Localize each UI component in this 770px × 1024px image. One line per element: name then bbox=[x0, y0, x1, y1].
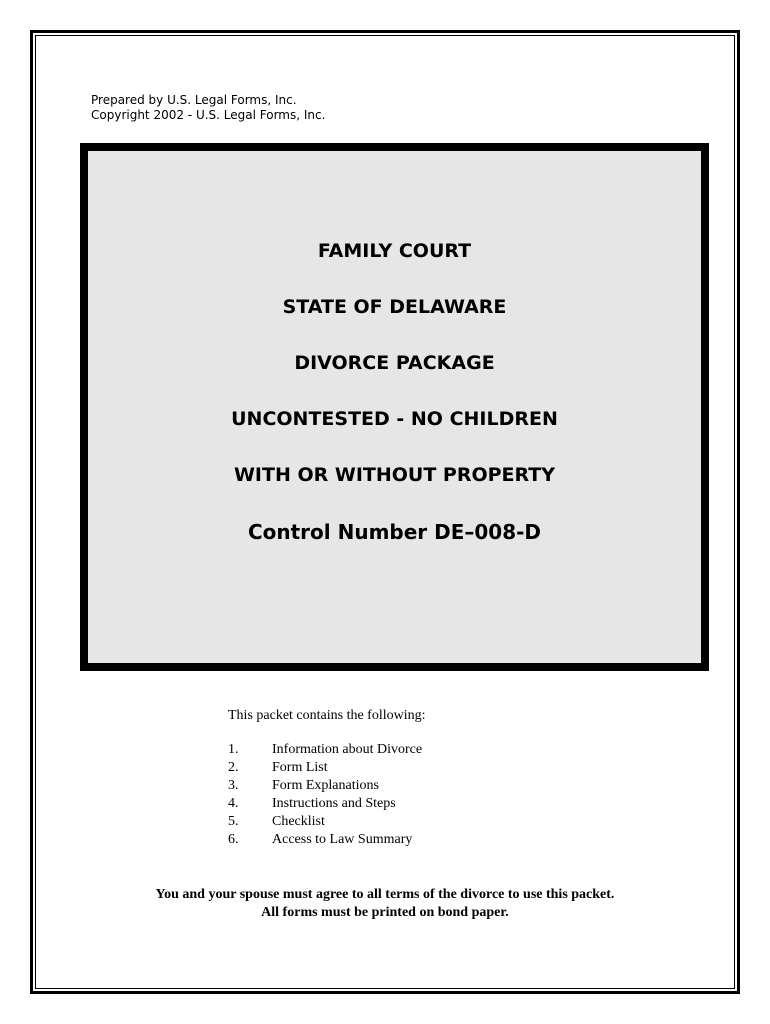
packet-intro: This packet contains the following: bbox=[228, 708, 426, 723]
title-box bbox=[80, 143, 709, 671]
list-item bbox=[228, 759, 426, 777]
packet-item-list bbox=[228, 741, 426, 849]
control-number: Control Number DE–008-D bbox=[247, 520, 542, 544]
property-scope: WITH OR WITHOUT PROPERTY bbox=[233, 464, 556, 486]
list-item-label: Access to Law Summary bbox=[272, 832, 413, 847]
list-item bbox=[228, 831, 426, 849]
list-item-label: Checklist bbox=[272, 814, 325, 829]
list-item-label: Instructions and Steps bbox=[272, 796, 396, 811]
list-item-number: 1. bbox=[228, 742, 239, 757]
list-item-label: Form Explanations bbox=[272, 778, 379, 793]
package-type: UNCONTESTED - NO CHILDREN bbox=[231, 408, 558, 430]
notice-line-bond-paper: All forms must be printed on bond paper. bbox=[261, 905, 509, 920]
state-title: STATE OF DELAWARE bbox=[282, 296, 507, 318]
agreement-notice bbox=[0, 886, 770, 922]
list-item bbox=[228, 813, 426, 831]
list-item bbox=[228, 777, 426, 795]
list-item-number: 3. bbox=[228, 778, 239, 793]
list-item bbox=[228, 795, 426, 813]
notice-line-agreement: You and your spouse must agree to all terms of the divorce to use this packet. bbox=[155, 887, 615, 902]
list-item-number: 4. bbox=[228, 796, 239, 811]
packet-contents bbox=[228, 708, 426, 849]
list-item-label: Information about Divorce bbox=[272, 742, 423, 757]
list-item-label: Form List bbox=[272, 760, 328, 775]
court-title: FAMILY COURT bbox=[317, 240, 472, 262]
list-item-number: 5. bbox=[228, 814, 239, 829]
list-item-number: 2. bbox=[228, 760, 239, 775]
list-item-number: 6. bbox=[228, 832, 239, 847]
copyright-text: Copyright 2002 - U.S. Legal Forms, Inc. bbox=[91, 108, 326, 122]
package-title: DIVORCE PACKAGE bbox=[294, 352, 495, 374]
preparer-info bbox=[91, 93, 325, 123]
list-item bbox=[228, 741, 426, 759]
prepared-by-text: Prepared by U.S. Legal Forms, Inc. bbox=[91, 93, 297, 107]
